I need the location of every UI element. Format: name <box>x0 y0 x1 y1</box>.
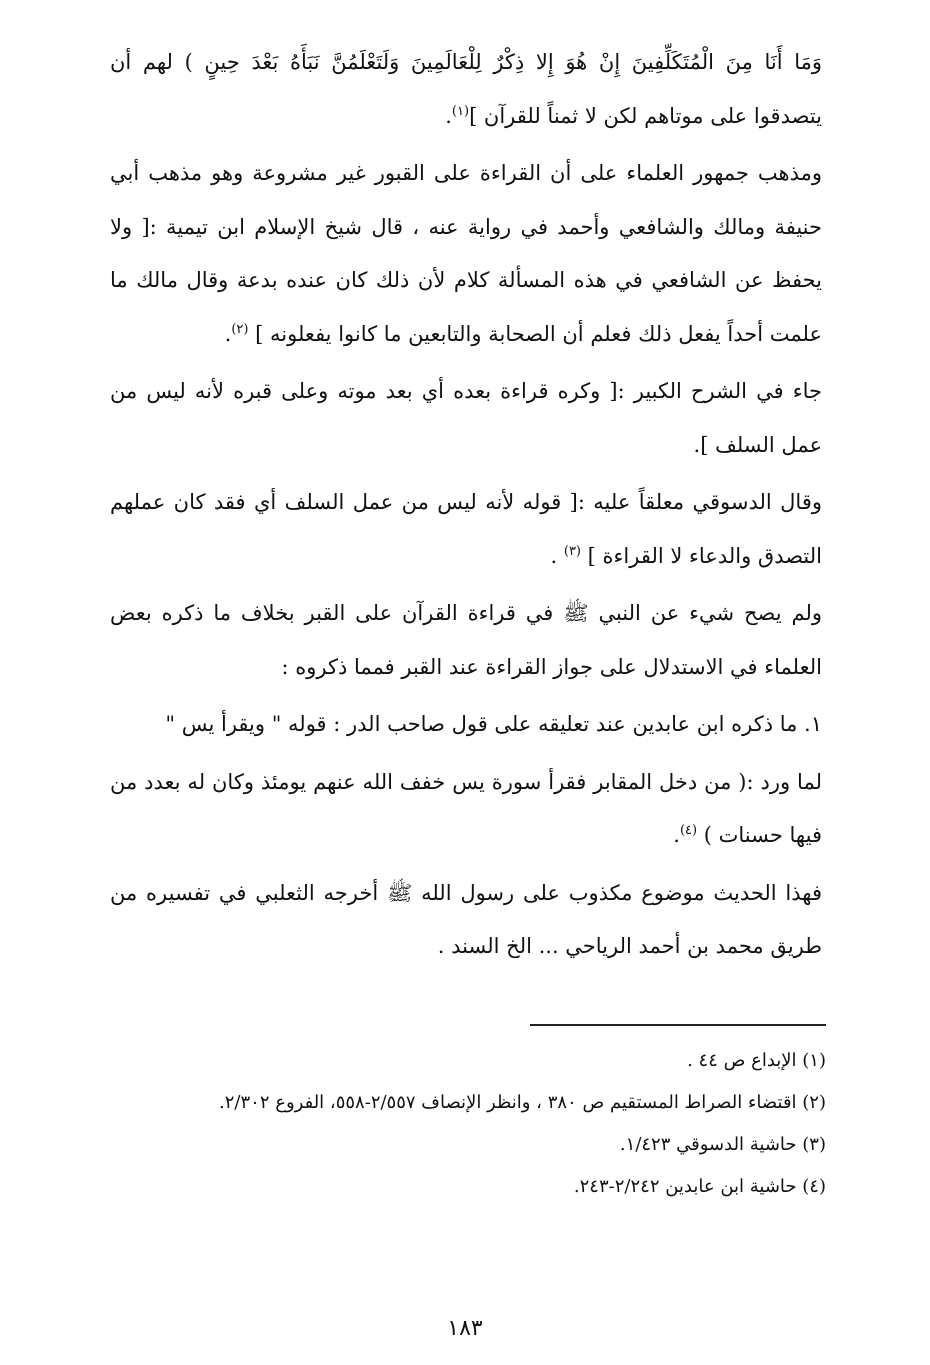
paragraph-3 <box>110 365 822 472</box>
footnote-4: (٤) حاشية ابن عابدين ٢/٢٤٢-٢٤٣. <box>573 1176 826 1197</box>
footnote-divider <box>530 1024 826 1026</box>
footnote-3: (٣) حاشية الدسوقي ١/٤٢٣. <box>619 1134 826 1155</box>
paragraph-6 <box>110 698 822 752</box>
paragraph-4 <box>110 476 822 583</box>
footnote-2: (٢) اقتضاء الصراط المستقيم ص ٣٨٠ ، وانظر الإنصاف ٢/٥٥٧-٥٥٨، الفروع ٢/٣٠٢. <box>219 1092 826 1113</box>
paragraph-text: ١. ما ذكره ابن عابدين عند تعليقه على قول صاحب الدر : قوله " ويقرأ يس " <box>165 712 822 736</box>
paragraph-2 <box>110 147 822 361</box>
paragraph-8 <box>110 867 822 974</box>
paragraph-text: جاء في الشرح الكبير :[ وكره قراءة بعده أي بعد موته وعلى قبره لأنه ليس من عمل السلف ] <box>110 379 822 457</box>
footnote-ref-1: (١) <box>451 103 470 119</box>
paragraph-1 <box>110 36 822 143</box>
footnote-ref-3: (٣) <box>563 543 581 559</box>
paragraph-text: ومذهب جمهور العلماء على أن القراءة على القبور غير مشروعة وهو مذهب أبي حنيفة ومالك والشافعي وأحمد في رواية عنه ، قال شيخ الإسلام ابن تيمية :[ ولا يحفظ عن الشافعي في هذه المسألة كلام لأن ذلك كان عنده بدعة وقال مالك ما علمت أحداً يفعل ذلك فعلم أن الصحابة والتابعين ما كانوا يفعلونه ] <box>110 161 822 346</box>
body-text <box>110 36 822 978</box>
paragraph-5 <box>110 587 822 694</box>
paragraph-end: . <box>693 432 701 457</box>
footnote-ref-4: (٤) <box>679 823 698 838</box>
paragraph-text: لهم أن يتصدقوا على موتاهم لكن لا ثمناً للقرآن ] <box>110 50 822 128</box>
paragraph-end: . <box>224 321 232 346</box>
paragraph-end: . <box>550 543 564 568</box>
paragraph-text: ولم يصح شيء عن النبي ﷺ في قراءة القرآن على القبر بخلاف ما ذكره بعض العلماء في الاستدلال على جواز القراءة عند القبر فمما ذكروه : <box>110 601 822 679</box>
paragraph-text: وقال الدسوقي معلقاً عليه :[ قوله لأنه ليس من عمل السلف أي فقد كان عملهم التصدق والدعاء لا القراءة ] <box>110 490 822 568</box>
paragraph-text: لما ورد :( من دخل المقابر فقرأ سورة يس خفف الله عنهم يومئذ وكان له بعدد من فيها حسنات ) <box>110 769 822 847</box>
footnote-ref-2: (٢) <box>231 321 249 337</box>
paragraph-7 <box>110 756 822 863</box>
quran-verse: وَمَا أَنَا مِنَ الْمُتَكَلِّفِينَ إِنْ هُوَ إِلا ذِكْرٌ لِلْعَالَمِينَ وَلَتَعْلَمُنَّ نَبَأَهُ بَعْدَ حِينٍ ) <box>184 50 822 74</box>
footnote-1: (١) الإبداع ص ٤٤ . <box>687 1050 826 1071</box>
paragraph-end: . <box>445 103 452 128</box>
paragraph-text: فهذا الحديث موضوع مكذوب على رسول الله ﷺ أخرجه الثعلبي في تفسيره من طريق محمد بن أحمد الرياحي ... الخ السند . <box>110 880 822 958</box>
footnotes <box>114 1040 826 1208</box>
page-number: ١٨٣ <box>447 1316 483 1341</box>
paragraph-end: . <box>673 823 680 847</box>
